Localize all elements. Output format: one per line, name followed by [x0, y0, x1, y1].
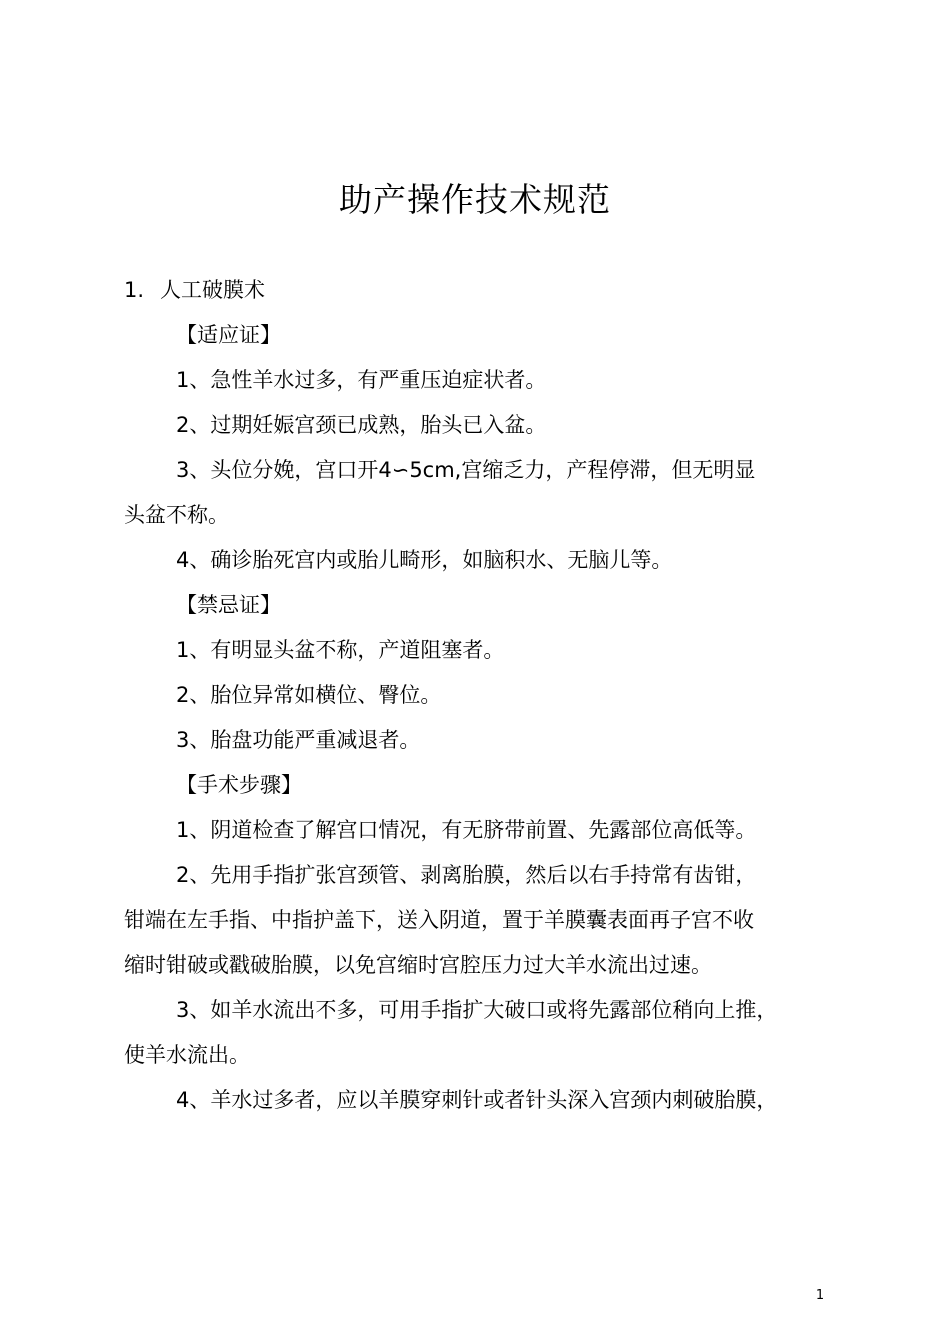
document-title: 助产操作技术规范 [339, 180, 611, 219]
paragraph-line: 4、确诊胎死宫内或胎儿畸形，如脑积水、无脑儿等。 [176, 548, 673, 572]
section-heading [124, 268, 844, 313]
section-number: 1. [124, 278, 145, 302]
paragraph-line: 1、有明显头盆不称，产道阻塞者。 [176, 638, 505, 662]
paragraph-line: 4、羊水过多者，应以羊膜穿刺针或者针头深入宫颈内刺破胎膜， [176, 1088, 778, 1112]
paragraph-line-continued: 钳端在左手指、中指护盖下，送入阴道，置于羊膜囊表面再子宫不收 [124, 908, 754, 932]
subheading-indications: 【适应证】 [176, 323, 281, 347]
paragraph-line-continued: 使羊水流出。 [124, 1043, 250, 1067]
paragraph-line: 2、过期妊娠宫颈已成熟，胎头已入盆。 [176, 413, 547, 437]
subheading-contraindications: 【禁忌证】 [176, 593, 281, 617]
subheading-procedure: 【手术步骤】 [176, 773, 302, 797]
paragraph-line: 2、先用手指扩张宫颈管、剥离胎膜，然后以右手持常有齿钳， [176, 863, 757, 887]
paragraph-line: 3、头位分娩，宫口开4∽5cm,宫缩乏力，产程停滞，但无明显 [176, 458, 756, 482]
paragraph-line-continued: 头盆不称。 [124, 503, 229, 527]
paragraph-line: 3、胎盘功能严重减退者。 [176, 728, 421, 752]
paragraph-line-continued: 缩时钳破或戳破胎膜，以免宫缩时宫腔压力过大羊水流出过速。 [124, 953, 712, 977]
paragraph-line: 1、急性羊水过多，有严重压迫症状者。 [176, 368, 547, 392]
paragraph-line: 1、阴道检查了解宫口情况，有无脐带前置、先露部位高低等。 [176, 818, 757, 842]
document-body [124, 268, 844, 1123]
paragraph-line: 2、胎位异常如横位、臀位。 [176, 683, 442, 707]
paragraph-line: 3、如羊水流出不多，可用手指扩大破口或将先露部位稍向上推， [176, 998, 778, 1022]
section-title: 人工破膜术 [160, 278, 265, 302]
page-number: 1 [815, 1288, 825, 1303]
